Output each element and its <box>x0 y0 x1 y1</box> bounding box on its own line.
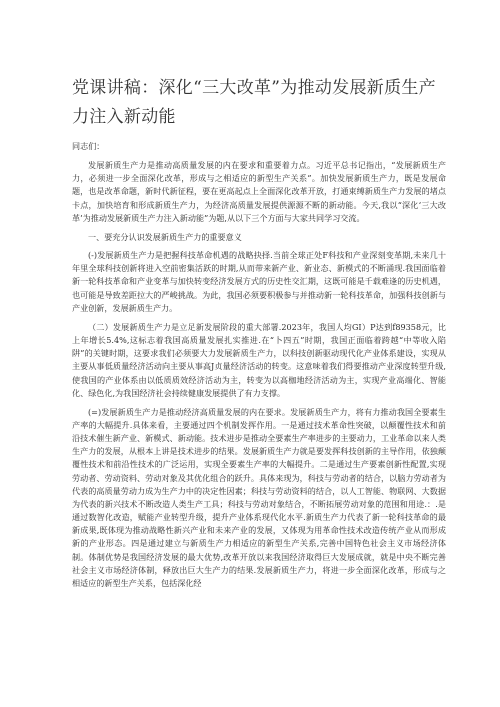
page-title: 党课讲稿：深化“三大改革”为推动发展新质生产力注入新动能 <box>72 78 436 127</box>
paragraph-2-end: 质效经济活动为主，转变为以高枷地经济活动为主，实现产业高端化、智能化、绿色化,为我国经济社会持续健康发展提供了有力支撑。 <box>72 374 446 398</box>
document-body <box>72 140 446 596</box>
paragraph-2 <box>72 321 446 400</box>
greeting: 同志们： <box>72 141 105 151</box>
intro-paragraph: 发展新质生产力是推动高质量发展的内在要求和重要着力点。习近平总书记指出，“发展新质生产力，必须进一步全面深化改革，形成与之相适应的新型生产关系”。加快发展新质生产力，既是发展命题，也是改革命题，新时代新征程，要在更高起点上全面深化改革开放，打通束缚新质生产力发展的堵点卡点，加快培育和形成新质生产力，为经济高质量发展提供源源不断的新动能。今天,我以“深化‘三大改革’为推动发展新质生产力注入新动能”为题,从以下三个方面与大家共同学习交流。 <box>72 160 446 223</box>
paragraph-1: (-)发展新质生产力是把握科技革命机遇的战略抉择.当前全球正处F科技和产业深刻变革期,未来几十年里全球科技创新将进入空前密集活跃的时期,从而带来新产业、新业态、新模式的不断涌现.我国面临着新一轮科技革命和产业变革与加快转变经济发展方式的历史性交汇期，这既可能是千载难逢的历史机遇，也可能是导致差距拉大的严峻挑战。为此，我国必须要积极参与并推动新一轮科技革命，加强科技创新与产业创新，发展新质生产力。 <box>72 250 446 313</box>
paragraph-3: (=)发展新质生产力是推动经济高质量发展的内在要求。发展新质生产力，将有力推动我国全要素生产率的大幅提升.具体来看，主要通过四个机制发挥作用。一是通过技术革命性突破，以颠覆性技术和前沿技术催生新产业、新模式、新动能。技术进步是推动全要素生产率进步的主要动力，工业革命以来人类生产力的发展，从根本上讲是技术进步的结果。发展新质生产力就是要发挥科技创新的主导作用，依独颠覆性技术和前沿性技术的广泛运用，实现全要素生产率的大幅提升。二是通过生产要素创新性配置,实现劳动者、劳动资料、劳动对象及其优化组合的跃升。具体来现为，科技与劳动者的结合，以脑力劳动者为代表的高质量劳动力成为生产力中的决定性因素；科技与劳动资料的结合，以人工智能、物联网、大数据为代表的新兴技术不断改造人类生产工具；科技与劳动对象结合，不断拓展劳动对象的范围和用途.：.是通过数智化改造，赋能产业转型升级，提升产业体系现代化水平.新质生产力代表了新一轮科技革命的最新成果,既体现为推动战略性新兴产业和未来产业的发展，又体现为用革命性技术改造传统产业从而形成新的产业形态。四是通过建立与新质生产力相适应的新型生产关系,完善中国特色社会主义市场经济体制。体制优势是我国经济发展的最大优势,改革开放以来我国经济取得巨大发展成就，就是中央不断完善社会主义市场经济体制，释放出巨大生产力的结果.发展新质生产力，将进一步全面深化改革，形成与之相适应的新型生产关系，包括深化经 <box>72 406 446 588</box>
paragraph-2-text: （二）发展新质生产力是立足新发展阶段的重大部署.2023年，我国人均GI）P达到f89358元，比上年增长5.4%,这标志着我国高质量发展扎实推进.在“卜四五”时期，我国正面临着跨越“中等收入陷阱”的关键时期，这要求我们必须要大力发展新质生产力，以科技创新驱动现代化产业体系建设，实现从主要从事低质量经济活动向主要从事高J贞量经济活动的转变。这意味着我们得要推动产业深度转型升级,使我国的产业体系由以低质 <box>72 321 446 385</box>
section-heading: 一、要充分认识发展新质生产力的重要意义 <box>88 231 242 242</box>
